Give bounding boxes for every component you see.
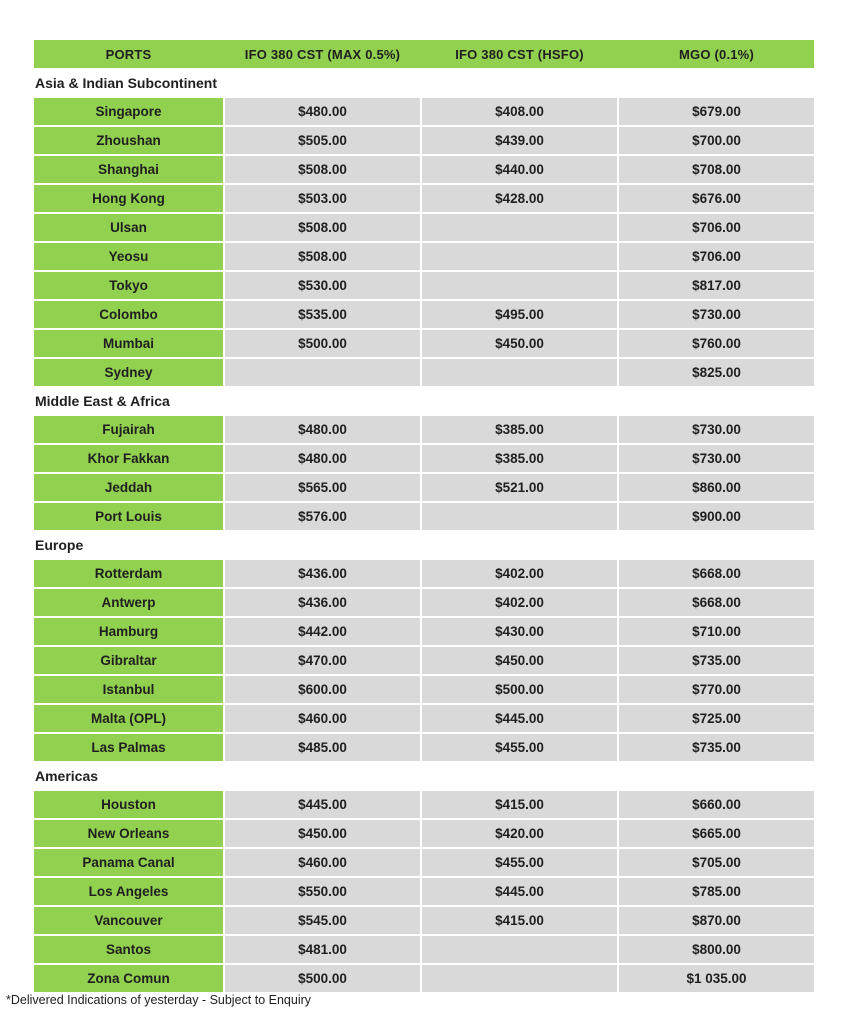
table-row bbox=[34, 878, 814, 905]
ifo380-hsfo-price-cell: $402.00 bbox=[422, 560, 617, 587]
table-row bbox=[34, 734, 814, 761]
port-name-cell: Istanbul bbox=[34, 676, 223, 703]
ifo380-hsfo-price-cell bbox=[422, 965, 617, 992]
mgo-price-cell: $730.00 bbox=[619, 445, 814, 472]
port-name-cell: Yeosu bbox=[34, 243, 223, 270]
ifo380-max05-price-cell: $436.00 bbox=[225, 560, 420, 587]
ifo380-max05-price-cell: $503.00 bbox=[225, 185, 420, 212]
table-row bbox=[34, 503, 814, 530]
table-row bbox=[34, 791, 814, 818]
ifo380-max05-price-cell: $450.00 bbox=[225, 820, 420, 847]
mgo-price-cell: $700.00 bbox=[619, 127, 814, 154]
ifo380-max05-price-cell: $508.00 bbox=[225, 156, 420, 183]
port-name-cell: Houston bbox=[34, 791, 223, 818]
mgo-price-cell: $817.00 bbox=[619, 272, 814, 299]
ifo380-hsfo-price-cell: $428.00 bbox=[422, 185, 617, 212]
ifo380-hsfo-price-cell: $521.00 bbox=[422, 474, 617, 501]
section-title: Asia & Indian Subcontinent bbox=[35, 75, 218, 91]
section-rows bbox=[34, 98, 814, 386]
mgo-price-cell: $730.00 bbox=[619, 301, 814, 328]
mgo-price-cell: $668.00 bbox=[619, 560, 814, 587]
mgo-price-cell: $860.00 bbox=[619, 474, 814, 501]
table-row bbox=[34, 676, 814, 703]
ifo380-hsfo-price-cell: $455.00 bbox=[422, 849, 617, 876]
mgo-price-cell: $785.00 bbox=[619, 878, 814, 905]
port-name-cell: Fujairah bbox=[34, 416, 223, 443]
section-title: Americas bbox=[35, 768, 99, 784]
mgo-price-cell: $660.00 bbox=[619, 791, 814, 818]
ifo380-hsfo-price-cell: $439.00 bbox=[422, 127, 617, 154]
mgo-price-cell: $725.00 bbox=[619, 705, 814, 732]
mgo-price-cell: $735.00 bbox=[619, 734, 814, 761]
mgo-price-cell: $870.00 bbox=[619, 907, 814, 934]
table-row bbox=[34, 618, 814, 645]
ifo380-max05-price-cell: $535.00 bbox=[225, 301, 420, 328]
table-row bbox=[34, 445, 814, 472]
table-row bbox=[34, 705, 814, 732]
ifo380-max05-price-cell: $550.00 bbox=[225, 878, 420, 905]
port-name-cell: Mumbai bbox=[34, 330, 223, 357]
ifo380-max05-price-cell: $480.00 bbox=[225, 445, 420, 472]
ifo380-max05-price-cell: $460.00 bbox=[225, 849, 420, 876]
ifo380-hsfo-price-cell: $402.00 bbox=[422, 589, 617, 616]
mgo-price-cell: $679.00 bbox=[619, 98, 814, 125]
ifo380-hsfo-price-cell: $450.00 bbox=[422, 647, 617, 674]
port-name-cell: Port Louis bbox=[34, 503, 223, 530]
port-name-cell: Ulsan bbox=[34, 214, 223, 241]
port-name-cell: Los Angeles bbox=[34, 878, 223, 905]
ifo380-hsfo-price-cell: $415.00 bbox=[422, 907, 617, 934]
port-name-cell: Antwerp bbox=[34, 589, 223, 616]
port-name-cell: Shanghai bbox=[34, 156, 223, 183]
ifo380-max05-price-cell: $436.00 bbox=[225, 589, 420, 616]
table-row bbox=[34, 965, 814, 992]
ifo380-max05-price-cell: $508.00 bbox=[225, 243, 420, 270]
table-row bbox=[34, 416, 814, 443]
mgo-price-cell: $760.00 bbox=[619, 330, 814, 357]
mgo-price-cell: $706.00 bbox=[619, 214, 814, 241]
mgo-price-cell: $1 035.00 bbox=[619, 965, 814, 992]
ifo380-max05-price-cell: $600.00 bbox=[225, 676, 420, 703]
table-row bbox=[34, 185, 814, 212]
mgo-price-cell: $668.00 bbox=[619, 589, 814, 616]
port-name-cell: New Orleans bbox=[34, 820, 223, 847]
table-row bbox=[34, 474, 814, 501]
table-row bbox=[34, 907, 814, 934]
table-row bbox=[34, 849, 814, 876]
ifo380-hsfo-price-cell bbox=[422, 503, 617, 530]
ifo380-max05-price-cell: $445.00 bbox=[225, 791, 420, 818]
port-name-cell: Sydney bbox=[34, 359, 223, 386]
ifo380-max05-price-cell: $485.00 bbox=[225, 734, 420, 761]
table-row bbox=[34, 301, 814, 328]
port-name-cell: Santos bbox=[34, 936, 223, 963]
table-row bbox=[34, 647, 814, 674]
ifo380-hsfo-price-cell: $500.00 bbox=[422, 676, 617, 703]
mgo-price-cell: $770.00 bbox=[619, 676, 814, 703]
mgo-price-cell: $676.00 bbox=[619, 185, 814, 212]
section-rows bbox=[34, 791, 814, 992]
ifo380-hsfo-price-cell: $495.00 bbox=[422, 301, 617, 328]
ifo380-max05-price-cell: $545.00 bbox=[225, 907, 420, 934]
table-row bbox=[34, 98, 814, 125]
mgo-price-cell: $825.00 bbox=[619, 359, 814, 386]
section-title: Europe bbox=[35, 537, 84, 553]
port-name-cell: Rotterdam bbox=[34, 560, 223, 587]
table-row bbox=[34, 560, 814, 587]
ifo380-hsfo-price-cell bbox=[422, 936, 617, 963]
ifo380-hsfo-price-cell: $385.00 bbox=[422, 445, 617, 472]
column-header-ifo380-hsfo: IFO 380 CST (HSFO) bbox=[455, 46, 584, 62]
section-rows bbox=[34, 560, 814, 761]
mgo-price-cell: $665.00 bbox=[619, 820, 814, 847]
mgo-price-cell: $900.00 bbox=[619, 503, 814, 530]
ifo380-hsfo-price-cell bbox=[422, 214, 617, 241]
table-row bbox=[34, 936, 814, 963]
port-name-cell: Zhoushan bbox=[34, 127, 223, 154]
port-name-cell: Las Palmas bbox=[34, 734, 223, 761]
mgo-price-cell: $735.00 bbox=[619, 647, 814, 674]
mgo-price-cell: $706.00 bbox=[619, 243, 814, 270]
port-name-cell: Hamburg bbox=[34, 618, 223, 645]
ifo380-max05-price-cell: $508.00 bbox=[225, 214, 420, 241]
port-name-cell: Gibraltar bbox=[34, 647, 223, 674]
ifo380-hsfo-price-cell: $408.00 bbox=[422, 98, 617, 125]
ifo380-hsfo-price-cell: $455.00 bbox=[422, 734, 617, 761]
ifo380-max05-price-cell: $565.00 bbox=[225, 474, 420, 501]
ifo380-hsfo-price-cell bbox=[422, 243, 617, 270]
ifo380-max05-price-cell: $480.00 bbox=[225, 98, 420, 125]
table-header-row bbox=[34, 40, 814, 68]
ifo380-hsfo-price-cell: $445.00 bbox=[422, 878, 617, 905]
section-title: Middle East & Africa bbox=[35, 393, 170, 409]
port-name-cell: Malta (OPL) bbox=[34, 705, 223, 732]
column-header-ifo380-max05: IFO 380 CST (MAX 0.5%) bbox=[244, 46, 401, 62]
port-name-cell: Hong Kong bbox=[34, 185, 223, 212]
table-row bbox=[34, 359, 814, 386]
section-rows bbox=[34, 416, 814, 530]
mgo-price-cell: $710.00 bbox=[619, 618, 814, 645]
column-header-ports: PORTS bbox=[105, 46, 152, 62]
ifo380-max05-price-cell: $505.00 bbox=[225, 127, 420, 154]
ifo380-hsfo-price-cell: $415.00 bbox=[422, 791, 617, 818]
table-row bbox=[34, 156, 814, 183]
ifo380-max05-price-cell: $442.00 bbox=[225, 618, 420, 645]
table-row bbox=[34, 820, 814, 847]
mgo-price-cell: $705.00 bbox=[619, 849, 814, 876]
ifo380-max05-price-cell: $480.00 bbox=[225, 416, 420, 443]
footnote: *Delivered Indications of yesterday - Subject to Enquiry bbox=[6, 993, 312, 1007]
ifo380-max05-price-cell: $470.00 bbox=[225, 647, 420, 674]
table-row bbox=[34, 243, 814, 270]
ifo380-max05-price-cell: $500.00 bbox=[225, 965, 420, 992]
ifo380-max05-price-cell bbox=[225, 359, 420, 386]
ifo380-max05-price-cell: $460.00 bbox=[225, 705, 420, 732]
table-row bbox=[34, 589, 814, 616]
ifo380-max05-price-cell: $500.00 bbox=[225, 330, 420, 357]
ifo380-hsfo-price-cell: $420.00 bbox=[422, 820, 617, 847]
mgo-price-cell: $800.00 bbox=[619, 936, 814, 963]
column-header-mgo: MGO (0.1%) bbox=[679, 46, 754, 62]
port-name-cell: Zona Comun bbox=[34, 965, 223, 992]
bunker-price-table bbox=[34, 40, 814, 992]
ifo380-hsfo-price-cell: $430.00 bbox=[422, 618, 617, 645]
table-row bbox=[34, 214, 814, 241]
ifo380-max05-price-cell: $530.00 bbox=[225, 272, 420, 299]
port-name-cell: Tokyo bbox=[34, 272, 223, 299]
mgo-price-cell: $730.00 bbox=[619, 416, 814, 443]
port-name-cell: Khor Fakkan bbox=[34, 445, 223, 472]
ifo380-hsfo-price-cell: $445.00 bbox=[422, 705, 617, 732]
ifo380-max05-price-cell: $481.00 bbox=[225, 936, 420, 963]
port-name-cell: Panama Canal bbox=[34, 849, 223, 876]
port-name-cell: Singapore bbox=[34, 98, 223, 125]
port-name-cell: Vancouver bbox=[34, 907, 223, 934]
ifo380-hsfo-price-cell bbox=[422, 359, 617, 386]
ifo380-hsfo-price-cell: $450.00 bbox=[422, 330, 617, 357]
table-row bbox=[34, 127, 814, 154]
mgo-price-cell: $708.00 bbox=[619, 156, 814, 183]
table-body bbox=[34, 68, 814, 992]
ifo380-hsfo-price-cell: $440.00 bbox=[422, 156, 617, 183]
port-name-cell: Colombo bbox=[34, 301, 223, 328]
ifo380-hsfo-price-cell bbox=[422, 272, 617, 299]
table-row bbox=[34, 272, 814, 299]
port-name-cell: Jeddah bbox=[34, 474, 223, 501]
ifo380-max05-price-cell: $576.00 bbox=[225, 503, 420, 530]
table-row bbox=[34, 330, 814, 357]
ifo380-hsfo-price-cell: $385.00 bbox=[422, 416, 617, 443]
